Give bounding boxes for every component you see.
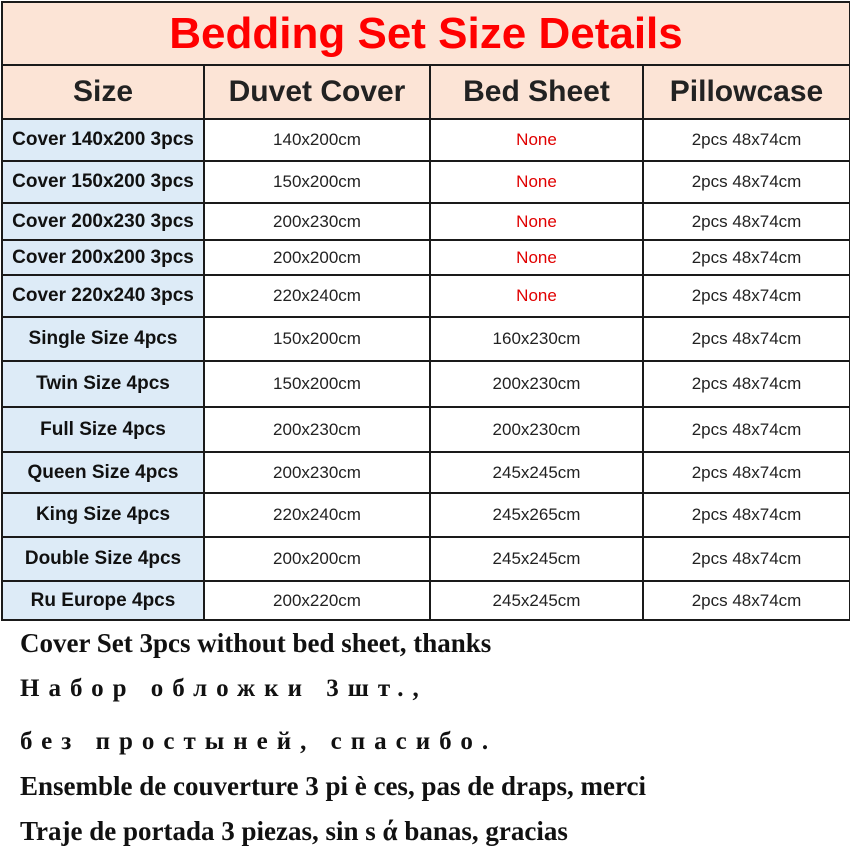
size-cell: Cover 200x230 3pcs: [2, 203, 204, 240]
size-cell: King Size 4pcs: [2, 493, 204, 537]
bed-sheet-cell: 200x230cm: [430, 361, 643, 407]
table-row: [2, 407, 850, 452]
note-english: Cover Set 3pcs without bed sheet, thanks: [20, 628, 492, 658]
note-russian-line-1: Набор обложки 3шт.,: [20, 675, 428, 702]
duvet-cover-cell: 150x200cm: [204, 161, 430, 203]
bed-sheet-cell: None: [430, 275, 643, 317]
size-cell: Cover 200x200 3pcs: [2, 240, 204, 275]
pillowcase-cell: 2pcs 48x74cm: [643, 203, 850, 240]
pillowcase-cell: 2pcs 48x74cm: [643, 407, 850, 452]
duvet-cover-cell: 200x230cm: [204, 452, 430, 493]
table-row: [2, 537, 850, 581]
pillowcase-cell: 2pcs 48x74cm: [643, 452, 850, 493]
size-cell: Cover 150x200 3pcs: [2, 161, 204, 203]
pillowcase-cell: 2pcs 48x74cm: [643, 317, 850, 361]
table-row: [2, 203, 850, 240]
pillowcase-cell: 2pcs 48x74cm: [643, 537, 850, 581]
bed-sheet-cell: None: [430, 119, 643, 161]
size-cell: Cover 220x240 3pcs: [2, 275, 204, 317]
duvet-cover-cell: 220x240cm: [204, 275, 430, 317]
size-cell: Cover 140x200 3pcs: [2, 119, 204, 161]
table-row: [2, 161, 850, 203]
duvet-cover-cell: 200x220cm: [204, 581, 430, 620]
pillowcase-cell: 2pcs 48x74cm: [643, 240, 850, 275]
bed-sheet-cell: 245x245cm: [430, 581, 643, 620]
size-cell: Twin Size 4pcs: [2, 361, 204, 407]
size-cell: Queen Size 4pcs: [2, 452, 204, 493]
bed-sheet-cell: None: [430, 203, 643, 240]
table-row: [2, 240, 850, 275]
duvet-cover-cell: 140x200cm: [204, 119, 430, 161]
size-cell: Double Size 4pcs: [2, 537, 204, 581]
size-cell: Ru Europe 4pcs: [2, 581, 204, 620]
bed-sheet-cell: 245x245cm: [430, 452, 643, 493]
table-row: [2, 317, 850, 361]
table-row: [2, 361, 850, 407]
duvet-cover-cell: 150x200cm: [204, 361, 430, 407]
header-size: Size: [2, 65, 204, 119]
size-cell: Single Size 4pcs: [2, 317, 204, 361]
header-row: [2, 65, 850, 119]
header-bed-sheet: Bed Sheet: [430, 65, 643, 119]
note-russian-line-2: без простыней, спасибо.: [20, 728, 498, 755]
size-cell: Full Size 4pcs: [2, 407, 204, 452]
duvet-cover-cell: 200x200cm: [204, 240, 430, 275]
table-row: [2, 452, 850, 493]
pillowcase-cell: 2pcs 48x74cm: [643, 161, 850, 203]
table-row: [2, 493, 850, 537]
pillowcase-cell: 2pcs 48x74cm: [643, 361, 850, 407]
duvet-cover-cell: 220x240cm: [204, 493, 430, 537]
bed-sheet-cell: None: [430, 240, 643, 275]
bed-sheet-cell: 245x245cm: [430, 537, 643, 581]
table-row: [2, 581, 850, 620]
note-french: Ensemble de couverture 3 pi è ces, pas de draps, merci: [20, 771, 646, 801]
pillowcase-cell: 2pcs 48x74cm: [643, 581, 850, 620]
pillowcase-cell: 2pcs 48x74cm: [643, 119, 850, 161]
table-title: Bedding Set Size Details: [2, 2, 850, 65]
title-row: [2, 2, 850, 65]
pillowcase-cell: 2pcs 48x74cm: [643, 275, 850, 317]
bed-sheet-cell: 245x265cm: [430, 493, 643, 537]
header-pillowcase: Pillowcase: [643, 65, 850, 119]
duvet-cover-cell: 150x200cm: [204, 317, 430, 361]
size-chart-body: [2, 2, 850, 620]
bed-sheet-cell: None: [430, 161, 643, 203]
table-row: [2, 119, 850, 161]
header-duvet-cover: Duvet Cover: [204, 65, 430, 119]
duvet-cover-cell: 200x230cm: [204, 407, 430, 452]
note-spanish: Traje de portada 3 piezas, sin s ά banas, gracias: [20, 816, 568, 846]
pillowcase-cell: 2pcs 48x74cm: [643, 493, 850, 537]
bed-sheet-cell: 160x230cm: [430, 317, 643, 361]
size-chart-table: [1, 1, 850, 621]
duvet-cover-cell: 200x230cm: [204, 203, 430, 240]
duvet-cover-cell: 200x200cm: [204, 537, 430, 581]
bed-sheet-cell: 200x230cm: [430, 407, 643, 452]
table-row: [2, 275, 850, 317]
